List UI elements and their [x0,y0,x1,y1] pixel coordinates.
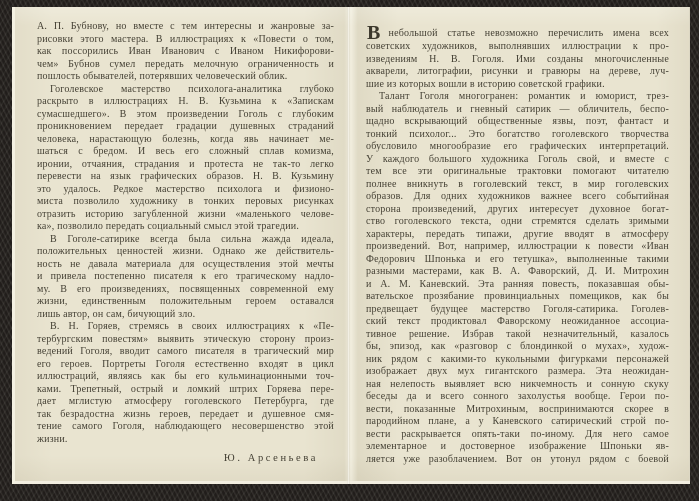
text-line: тение самого Гоголя, наблюдающего несовершенство этой [37,421,334,432]
text-line: вести, показанные Митрохиным, воспринимаются скорее в [366,403,669,415]
drop-cap-letter: В [367,22,381,44]
text-line: как поссорились Иван Иванович с Иваном Никифорови- [37,46,334,57]
text-line: отразить историю загубленной жизни «маленького челове- [37,208,334,220]
text-line: характеры, передать типажи, другие вводят в атмосферу [366,228,669,240]
text-line: раскрыто в иллюстрациях Н. В. Кузьмина к «Запискам [37,96,334,107]
text-line: бы, эпизод, как «разговор с блондинкой о мухах», худож- [366,341,669,352]
text-line: это удалось. Редкое мастерство психолога и физионо- [37,183,334,195]
text-line: произведений. Вот, например, иллюстрации к повести «Иван [366,241,669,252]
text-line: сумасшедшего». В этом произведении Гоголь с глубоким [37,108,334,120]
text-line: элементарное и достоверное изображение Шпоньки яв- [366,441,669,452]
text-line: ляется уже разоблачением. Вот он утонул рядом с боевой [366,453,669,465]
text-line: иллюстраций, являясь как бы его кульминационными точ- [37,371,334,382]
paragraph [366,91,669,466]
text-line: изображает двух мух гигантского размера. Эта неожидан- [366,366,669,377]
text-line: тем все эти оригинальные трактовки помогают читателю [366,166,669,177]
text-line [366,22,669,44]
text-line: шаться с бредом. И весь его сложный сплав комизма, [37,146,334,157]
text-line: пошлость обывателей, потерявших человеческий облик. [37,71,288,82]
text-line: тивное решение. Избрав такой незначительный, казалось [366,328,669,340]
text-line: ность не давала материала для осуществления этой мечты [37,258,334,270]
text-line: ский текст продиктовал Фаворскому неожиданное ассоциа- [366,316,669,327]
left-page-text [37,21,334,446]
text-line: лишь автор, он сам, бичующий зло. [37,308,196,320]
text-line: так безрадостна жизнь героев, передает и душевное смя- [37,408,334,420]
text-line: образов. Для одних художников важнее всего событийная [366,191,669,202]
text-line-rest: небольшой статье невозможно перечислить имена всех [388,28,669,39]
text-line: ка», позволило передать социальный смысл этой трагедии. [37,221,300,232]
paragraph [37,84,334,234]
text-line: ками. Трепетный, острый и ломкий штрих Горяева пере- [37,383,334,395]
text-line: ство гоголевского текста, одни стремятся сделать зримыми [366,216,669,227]
text-line: шие из которых вошли в историю советской графики. [366,78,605,90]
text-line: вести раскрывается опять-таки по-иному. Для него самое [366,428,669,440]
text-line: ник рядом с какими-то кукольными фигурками персонажей [366,353,669,365]
text-line: советских художников, выполнявших иллюстрации к про- [366,41,669,52]
text-line: и А. М. Каневский. Эта ранняя повесть, показавшая обы- [366,278,669,290]
paragraph [37,234,334,322]
text-line: изведениям Н. В. Гоголя. Ими созданы многочисленные [366,53,669,65]
text-line: проникновением передает градации душевных страданий [37,121,334,132]
text-line: чем» Бубнов сумел передать мелочную ограниченность и [37,58,334,70]
text-line: жизни. [37,433,68,445]
text-line: и привела постепенно писателя к его трагическому надло- [37,271,334,282]
right-page-text [366,22,669,466]
text-line: А. П. Бубнову, но вместе с тем интересны и жанровые за- [37,21,334,32]
text-line: тонкий психолог... Это богатство гоголевского творчества [366,128,669,140]
text-line: обусловило многообразие его графических интерпретаций. [366,141,669,152]
text-line: его героев. Портреты Гоголя естественно входят в цикл [37,358,334,370]
text-line: У каждого большого художника Гоголь свой, и вместе с [366,153,669,165]
text-line: беседы да и всего сонного захолустья вообще. Герои по- [366,391,669,402]
text-line: вательское прозябание провинциальных помещиков, как бы [366,291,669,302]
text-line: жизни, единственным положительным героем оставался [37,296,334,307]
text-line: Федорович Шпонька и его тетушка», выполненные такими [366,253,669,265]
text-line: предвещает будущее мастерство Гоголя-сатирика. Гоголев- [366,303,669,315]
book-spread [12,7,690,484]
text-line: рисовки этого мастера. В иллюстрациях к «Повести о том, [37,33,334,45]
text-line: разными мастерами, как В. А. Фаворский, Д. И. Митрохин [366,266,669,277]
text-line: Гоголевское мастерство психолога-аналитика глубоко [50,83,334,95]
spine-crease [347,7,350,484]
right-page [366,22,669,466]
text-line: му. В его произведениях, посвященных современной ему [37,283,334,295]
text-line: пародийном плане, а у Каневского сатирический строй по- [366,416,669,427]
text-line: полнее вникнуть в гоголевский текст, в мир гоголевских [366,178,669,190]
text-line: человека, нарастающую болезнь, когда явь начинает ме- [37,133,334,145]
text-line: миста позволило художнику в тонких перовых рисунках [37,196,334,207]
text-line: ная нелепость выявляет всю никчемность и сонную скуку [366,378,669,390]
text-line: вый наблюдатель и гневный сатирик — обличитель, беспо- [366,103,669,115]
text-line: В Гоголе-сатирике всегда была сильна жажда идеала, [50,233,334,245]
paragraph [366,22,669,91]
paragraph [37,21,334,84]
text-line: иронии, отчаяния, страдания и протеста не так-то легко [37,158,334,170]
text-line: перевести на язык графических образов. Н. В. Кузьмину [37,171,334,182]
text-line: тербургским повестям» выявить этическую сторону произ- [37,333,334,345]
text-line: Талант Гоголя многогранен: романтик и юморист, трез- [379,91,669,102]
paragraph [37,321,334,446]
text-line: дает мглистую атмосферу гоголевского Петербурга, где [37,396,334,407]
text-line: сторона произведений, других интересует духовное богат- [366,203,669,215]
text-line: ведений Гоголя, вводит самого писателя в трагический мир [37,346,334,357]
signature: Ю. Арсеньева [223,453,318,464]
text-line: акварели, литографии, рисунки и гравюры на дереве, луч- [366,66,669,77]
text-line: положительных ценностей жизни. Однако же действитель- [37,246,334,257]
text-line: В. Н. Горяев, стремясь в своих иллюстрациях к «Пе- [50,321,334,332]
text-line: щадно вскрывающий общественные язвы, поэт, фантаст и [366,116,669,127]
left-page [37,21,334,466]
